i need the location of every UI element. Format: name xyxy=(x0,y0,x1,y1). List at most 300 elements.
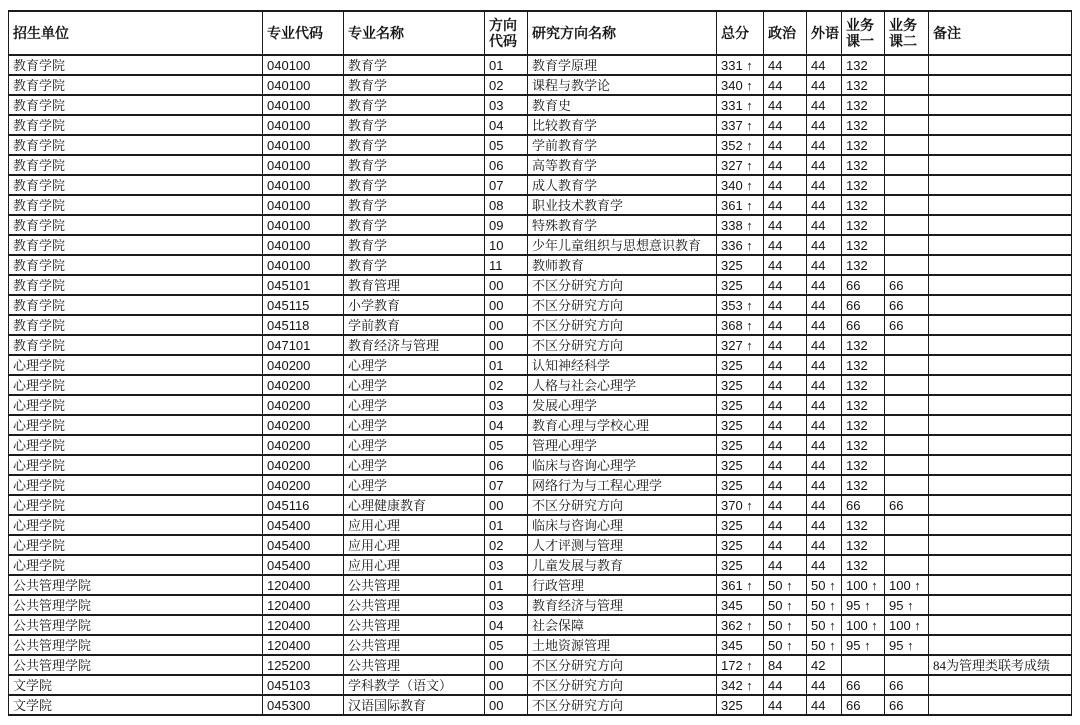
cell-foreign_lang: 44 xyxy=(807,55,842,75)
cell-unit: 心理学院 xyxy=(9,475,263,495)
cell-dir_code: 00 xyxy=(485,315,528,335)
cell-dir_code: 03 xyxy=(485,555,528,575)
cell-foreign_lang: 44 xyxy=(807,315,842,335)
table-row xyxy=(9,455,1072,475)
cell-remark xyxy=(929,375,1072,395)
cell-unit: 教育学院 xyxy=(9,235,263,255)
cell-major_name: 心理学 xyxy=(344,375,485,395)
table-row xyxy=(9,435,1072,455)
cell-dir_name: 不区分研究方向 xyxy=(528,295,717,315)
cell-remark xyxy=(929,315,1072,335)
cell-dir_code: 03 xyxy=(485,395,528,415)
cell-politics: 44 xyxy=(764,155,807,175)
cell-unit: 公共管理学院 xyxy=(9,615,263,635)
cell-course1: 100 ↑ xyxy=(842,615,885,635)
cell-dir_name: 社会保障 xyxy=(528,615,717,635)
cell-dir_code: 00 xyxy=(485,295,528,315)
cell-course1: 132 xyxy=(842,215,885,235)
cell-dir_name: 教育学原理 xyxy=(528,55,717,75)
table-row xyxy=(9,595,1072,615)
cell-unit: 心理学院 xyxy=(9,395,263,415)
cell-dir_name: 认知神经科学 xyxy=(528,355,717,375)
cell-dir_code: 05 xyxy=(485,435,528,455)
cell-politics: 44 xyxy=(764,295,807,315)
cell-major_name: 教育学 xyxy=(344,175,485,195)
cell-major_name: 小学教育 xyxy=(344,295,485,315)
cell-course1: 132 xyxy=(842,535,885,555)
cell-unit: 教育学院 xyxy=(9,95,263,115)
cell-course2 xyxy=(885,115,929,135)
table-row xyxy=(9,295,1072,315)
cell-course1: 132 xyxy=(842,115,885,135)
cell-dir_code: 02 xyxy=(485,535,528,555)
cell-major_code: 120400 xyxy=(263,575,344,595)
cell-dir_name: 临床与咨询心理学 xyxy=(528,455,717,475)
cell-major_name: 心理学 xyxy=(344,435,485,455)
table-row xyxy=(9,535,1072,555)
cell-remark xyxy=(929,295,1072,315)
cell-unit: 心理学院 xyxy=(9,535,263,555)
cell-dir_code: 10 xyxy=(485,235,528,255)
cell-course2: 66 xyxy=(885,295,929,315)
cell-dir_code: 01 xyxy=(485,575,528,595)
cell-foreign_lang: 44 xyxy=(807,695,842,715)
cell-remark xyxy=(929,495,1072,515)
table-row xyxy=(9,175,1072,195)
column-header-dir_code: 方向代码 xyxy=(485,11,528,55)
cell-major_code: 045103 xyxy=(263,675,344,695)
cell-major_code: 040100 xyxy=(263,75,344,95)
table-row xyxy=(9,395,1072,415)
cell-remark xyxy=(929,275,1072,295)
cell-course1: 132 xyxy=(842,355,885,375)
cell-total: 331 ↑ xyxy=(717,95,764,115)
cell-remark xyxy=(929,55,1072,75)
cell-dir_code: 02 xyxy=(485,375,528,395)
cell-dir_code: 00 xyxy=(485,495,528,515)
cell-major_code: 040200 xyxy=(263,375,344,395)
cell-politics: 44 xyxy=(764,455,807,475)
cell-dir_code: 00 xyxy=(485,275,528,295)
cell-major_name: 教育学 xyxy=(344,95,485,115)
table-row xyxy=(9,335,1072,355)
cell-unit: 教育学院 xyxy=(9,215,263,235)
cell-course1: 66 xyxy=(842,295,885,315)
cell-major_code: 040100 xyxy=(263,135,344,155)
cell-major_name: 教育经济与管理 xyxy=(344,335,485,355)
cell-major_code: 040200 xyxy=(263,355,344,375)
cell-dir_code: 11 xyxy=(485,255,528,275)
cell-dir_code: 04 xyxy=(485,615,528,635)
cell-major_code: 120400 xyxy=(263,615,344,635)
cell-course1: 132 xyxy=(842,455,885,475)
cell-total: 325 xyxy=(717,375,764,395)
cell-total: 325 xyxy=(717,355,764,375)
column-header-major_code: 专业代码 xyxy=(263,11,344,55)
cell-unit: 心理学院 xyxy=(9,495,263,515)
cell-dir_name: 人才评测与管理 xyxy=(528,535,717,555)
cell-dir_name: 儿童发展与教育 xyxy=(528,555,717,575)
cell-course2 xyxy=(885,655,929,675)
cell-dir_name: 人格与社会心理学 xyxy=(528,375,717,395)
cell-dir_code: 07 xyxy=(485,175,528,195)
cell-course2 xyxy=(885,215,929,235)
table-body xyxy=(9,55,1072,715)
cell-politics: 44 xyxy=(764,415,807,435)
cell-course1: 132 xyxy=(842,255,885,275)
cell-politics: 44 xyxy=(764,195,807,215)
cell-dir_name: 不区分研究方向 xyxy=(528,655,717,675)
cell-major_name: 教育学 xyxy=(344,75,485,95)
cell-major_code: 040100 xyxy=(263,115,344,135)
cell-remark xyxy=(929,435,1072,455)
cell-unit: 教育学院 xyxy=(9,115,263,135)
cell-dir_code: 03 xyxy=(485,95,528,115)
cell-dir_name: 高等教育学 xyxy=(528,155,717,175)
cell-dir_name: 比较教育学 xyxy=(528,115,717,135)
cell-remark xyxy=(929,75,1072,95)
cell-unit: 公共管理学院 xyxy=(9,575,263,595)
cell-total: 325 xyxy=(717,395,764,415)
cell-foreign_lang: 44 xyxy=(807,475,842,495)
cell-major_code: 120400 xyxy=(263,635,344,655)
cell-dir_name: 学前教育学 xyxy=(528,135,717,155)
cell-course1 xyxy=(842,655,885,675)
cell-unit: 文学院 xyxy=(9,675,263,695)
cell-foreign_lang: 44 xyxy=(807,215,842,235)
cell-foreign_lang: 44 xyxy=(807,95,842,115)
cell-politics: 44 xyxy=(764,435,807,455)
cell-dir_code: 07 xyxy=(485,475,528,495)
cell-total: 342 ↑ xyxy=(717,675,764,695)
cell-total: 345 xyxy=(717,595,764,615)
cell-major_code: 047101 xyxy=(263,335,344,355)
cell-dir_name: 不区分研究方向 xyxy=(528,675,717,695)
cell-total: 327 ↑ xyxy=(717,335,764,355)
cell-remark xyxy=(929,595,1072,615)
cell-course1: 66 xyxy=(842,675,885,695)
cell-dir_code: 00 xyxy=(485,335,528,355)
cell-course1: 132 xyxy=(842,175,885,195)
cell-course1: 100 ↑ xyxy=(842,575,885,595)
cell-unit: 心理学院 xyxy=(9,415,263,435)
cell-course2 xyxy=(885,535,929,555)
cell-dir_name: 不区分研究方向 xyxy=(528,275,717,295)
cell-dir_code: 06 xyxy=(485,455,528,475)
cell-major_code: 040200 xyxy=(263,455,344,475)
column-header-major_name: 专业名称 xyxy=(344,11,485,55)
cell-foreign_lang: 44 xyxy=(807,175,842,195)
cell-course2: 95 ↑ xyxy=(885,595,929,615)
cell-course1: 132 xyxy=(842,395,885,415)
table-row xyxy=(9,655,1072,675)
table-row xyxy=(9,515,1072,535)
cell-major_code: 045300 xyxy=(263,695,344,715)
cell-course2 xyxy=(885,455,929,475)
table-row xyxy=(9,235,1072,255)
cell-course1: 132 xyxy=(842,75,885,95)
cell-total: 325 xyxy=(717,275,764,295)
cell-dir_name: 成人教育学 xyxy=(528,175,717,195)
cell-remark xyxy=(929,395,1072,415)
cell-course2: 95 ↑ xyxy=(885,635,929,655)
cell-unit: 教育学院 xyxy=(9,315,263,335)
cell-major_name: 公共管理 xyxy=(344,615,485,635)
cell-foreign_lang: 44 xyxy=(807,235,842,255)
cell-total: 172 ↑ xyxy=(717,655,764,675)
cell-major_name: 心理健康教育 xyxy=(344,495,485,515)
cell-course2 xyxy=(885,435,929,455)
cell-foreign_lang: 44 xyxy=(807,535,842,555)
cell-major_name: 心理学 xyxy=(344,395,485,415)
cell-unit: 教育学院 xyxy=(9,55,263,75)
cell-major_code: 040100 xyxy=(263,155,344,175)
cell-course2 xyxy=(885,475,929,495)
table-row xyxy=(9,255,1072,275)
cell-dir_name: 网络行为与工程心理学 xyxy=(528,475,717,495)
cell-remark: 84为管理类联考成绩 xyxy=(929,655,1072,675)
cell-major_code: 040200 xyxy=(263,475,344,495)
cell-remark xyxy=(929,475,1072,495)
cell-politics: 44 xyxy=(764,115,807,135)
cell-major_name: 公共管理 xyxy=(344,595,485,615)
cell-remark xyxy=(929,175,1072,195)
cell-dir_code: 03 xyxy=(485,595,528,615)
cell-politics: 44 xyxy=(764,475,807,495)
cell-major_code: 125200 xyxy=(263,655,344,675)
cell-dir_name: 教育经济与管理 xyxy=(528,595,717,615)
cell-major_name: 教育学 xyxy=(344,235,485,255)
cell-remark xyxy=(929,235,1072,255)
cell-politics: 84 xyxy=(764,655,807,675)
column-header-unit: 招生单位 xyxy=(9,11,263,55)
cell-dir_name: 少年儿童组织与思想意识教育 xyxy=(528,235,717,255)
cell-major_code: 045400 xyxy=(263,535,344,555)
header-row xyxy=(9,11,1072,55)
cell-dir_code: 05 xyxy=(485,135,528,155)
cell-dir_name: 特殊教育学 xyxy=(528,215,717,235)
cell-dir_code: 04 xyxy=(485,415,528,435)
cell-course2 xyxy=(885,135,929,155)
cell-major_name: 教育学 xyxy=(344,215,485,235)
cell-dir_name: 职业技术教育学 xyxy=(528,195,717,215)
cell-course2 xyxy=(885,95,929,115)
cell-dir_name: 不区分研究方向 xyxy=(528,495,717,515)
cell-dir_name: 教育史 xyxy=(528,95,717,115)
cell-course1: 132 xyxy=(842,95,885,115)
cell-foreign_lang: 44 xyxy=(807,515,842,535)
cell-unit: 公共管理学院 xyxy=(9,655,263,675)
cell-dir_name: 教育心理与学校心理 xyxy=(528,415,717,435)
cell-total: 336 ↑ xyxy=(717,235,764,255)
cell-total: 325 xyxy=(717,555,764,575)
cell-foreign_lang: 44 xyxy=(807,135,842,155)
cell-politics: 44 xyxy=(764,255,807,275)
cell-major_code: 040100 xyxy=(263,195,344,215)
cell-total: 325 xyxy=(717,415,764,435)
cell-total: 325 xyxy=(717,435,764,455)
column-header-politics: 政治 xyxy=(764,11,807,55)
cell-dir_name: 行政管理 xyxy=(528,575,717,595)
cell-remark xyxy=(929,675,1072,695)
column-header-course1: 业务课一 xyxy=(842,11,885,55)
cell-course2 xyxy=(885,395,929,415)
cell-major_code: 040200 xyxy=(263,415,344,435)
cell-foreign_lang: 44 xyxy=(807,75,842,95)
cell-foreign_lang: 44 xyxy=(807,455,842,475)
cell-politics: 44 xyxy=(764,675,807,695)
cell-total: 345 xyxy=(717,635,764,655)
table-row xyxy=(9,415,1072,435)
cell-total: 337 ↑ xyxy=(717,115,764,135)
cell-politics: 44 xyxy=(764,535,807,555)
cell-dir_code: 05 xyxy=(485,635,528,655)
cell-dir_name: 不区分研究方向 xyxy=(528,315,717,335)
cell-dir_name: 土地资源管理 xyxy=(528,635,717,655)
table-row xyxy=(9,95,1072,115)
cell-dir_code: 04 xyxy=(485,115,528,135)
score-table xyxy=(8,10,1072,716)
cell-course1: 66 xyxy=(842,275,885,295)
cell-major_name: 汉语国际教育 xyxy=(344,695,485,715)
cell-course1: 132 xyxy=(842,555,885,575)
cell-total: 352 ↑ xyxy=(717,135,764,155)
cell-unit: 教育学院 xyxy=(9,75,263,95)
cell-major_name: 应用心理 xyxy=(344,515,485,535)
cell-major_name: 教育学 xyxy=(344,135,485,155)
cell-unit: 教育学院 xyxy=(9,335,263,355)
cell-politics: 50 ↑ xyxy=(764,615,807,635)
cell-dir_code: 09 xyxy=(485,215,528,235)
cell-major_name: 公共管理 xyxy=(344,575,485,595)
table-row xyxy=(9,615,1072,635)
cell-politics: 50 ↑ xyxy=(764,635,807,655)
cell-foreign_lang: 50 ↑ xyxy=(807,575,842,595)
cell-unit: 公共管理学院 xyxy=(9,595,263,615)
cell-politics: 44 xyxy=(764,235,807,255)
cell-major_name: 教育管理 xyxy=(344,275,485,295)
cell-unit: 教育学院 xyxy=(9,135,263,155)
cell-remark xyxy=(929,215,1072,235)
cell-unit: 教育学院 xyxy=(9,175,263,195)
cell-total: 325 xyxy=(717,255,764,275)
cell-major_code: 045116 xyxy=(263,495,344,515)
cell-foreign_lang: 44 xyxy=(807,295,842,315)
cell-remark xyxy=(929,95,1072,115)
cell-course2 xyxy=(885,75,929,95)
cell-remark xyxy=(929,535,1072,555)
cell-major_name: 心理学 xyxy=(344,455,485,475)
cell-total: 325 xyxy=(717,515,764,535)
table-row xyxy=(9,155,1072,175)
table-row xyxy=(9,495,1072,515)
cell-foreign_lang: 44 xyxy=(807,155,842,175)
cell-dir_name: 发展心理学 xyxy=(528,395,717,415)
cell-major_name: 应用心理 xyxy=(344,535,485,555)
cell-major_name: 公共管理 xyxy=(344,635,485,655)
cell-major_code: 045400 xyxy=(263,515,344,535)
cell-major_code: 045101 xyxy=(263,275,344,295)
cell-foreign_lang: 44 xyxy=(807,335,842,355)
cell-remark xyxy=(929,515,1072,535)
cell-unit: 心理学院 xyxy=(9,455,263,475)
cell-course1: 132 xyxy=(842,155,885,175)
table-row xyxy=(9,135,1072,155)
cell-major_name: 学科教学（语文） xyxy=(344,675,485,695)
column-header-total: 总分 xyxy=(717,11,764,55)
cell-unit: 心理学院 xyxy=(9,515,263,535)
cell-total: 325 xyxy=(717,535,764,555)
cell-major_name: 心理学 xyxy=(344,355,485,375)
cell-foreign_lang: 44 xyxy=(807,395,842,415)
cell-dir_name: 临床与咨询心理 xyxy=(528,515,717,535)
cell-total: 340 ↑ xyxy=(717,175,764,195)
cell-foreign_lang: 44 xyxy=(807,495,842,515)
cell-politics: 50 ↑ xyxy=(764,575,807,595)
cell-dir_code: 08 xyxy=(485,195,528,215)
cell-foreign_lang: 44 xyxy=(807,555,842,575)
cell-remark xyxy=(929,355,1072,375)
cell-course1: 132 xyxy=(842,55,885,75)
cell-course1: 132 xyxy=(842,435,885,455)
table-row xyxy=(9,555,1072,575)
cell-dir_code: 01 xyxy=(485,55,528,75)
cell-politics: 44 xyxy=(764,355,807,375)
cell-total: 361 ↑ xyxy=(717,575,764,595)
cell-major_name: 教育学 xyxy=(344,255,485,275)
cell-dir_code: 01 xyxy=(485,355,528,375)
cell-remark xyxy=(929,615,1072,635)
cell-total: 340 ↑ xyxy=(717,75,764,95)
cell-dir_code: 01 xyxy=(485,515,528,535)
cell-politics: 44 xyxy=(764,215,807,235)
cell-course1: 132 xyxy=(842,415,885,435)
column-header-remark: 备注 xyxy=(929,11,1072,55)
column-header-course2: 业务课二 xyxy=(885,11,929,55)
cell-course2 xyxy=(885,155,929,175)
cell-course1: 132 xyxy=(842,235,885,255)
cell-dir_code: 00 xyxy=(485,675,528,695)
cell-unit: 教育学院 xyxy=(9,255,263,275)
column-header-foreign_lang: 外语 xyxy=(807,11,842,55)
cell-remark xyxy=(929,555,1072,575)
cell-unit: 教育学院 xyxy=(9,275,263,295)
cell-course2: 100 ↑ xyxy=(885,575,929,595)
cell-dir_code: 00 xyxy=(485,695,528,715)
cell-politics: 44 xyxy=(764,495,807,515)
table-row xyxy=(9,475,1072,495)
cell-remark xyxy=(929,335,1072,355)
cell-course1: 132 xyxy=(842,335,885,355)
cell-foreign_lang: 50 ↑ xyxy=(807,595,842,615)
cell-total: 327 ↑ xyxy=(717,155,764,175)
table-row xyxy=(9,75,1072,95)
cell-total: 338 ↑ xyxy=(717,215,764,235)
cell-dir_code: 02 xyxy=(485,75,528,95)
cell-course2: 66 xyxy=(885,315,929,335)
cell-major_code: 120400 xyxy=(263,595,344,615)
cell-unit: 心理学院 xyxy=(9,355,263,375)
cell-foreign_lang: 50 ↑ xyxy=(807,615,842,635)
cell-major_code: 045400 xyxy=(263,555,344,575)
cell-major_name: 教育学 xyxy=(344,195,485,215)
cell-major_name: 心理学 xyxy=(344,475,485,495)
cell-course2: 66 xyxy=(885,695,929,715)
cell-major_code: 040100 xyxy=(263,235,344,255)
cell-course2 xyxy=(885,555,929,575)
cell-politics: 44 xyxy=(764,75,807,95)
cell-course1: 95 ↑ xyxy=(842,595,885,615)
